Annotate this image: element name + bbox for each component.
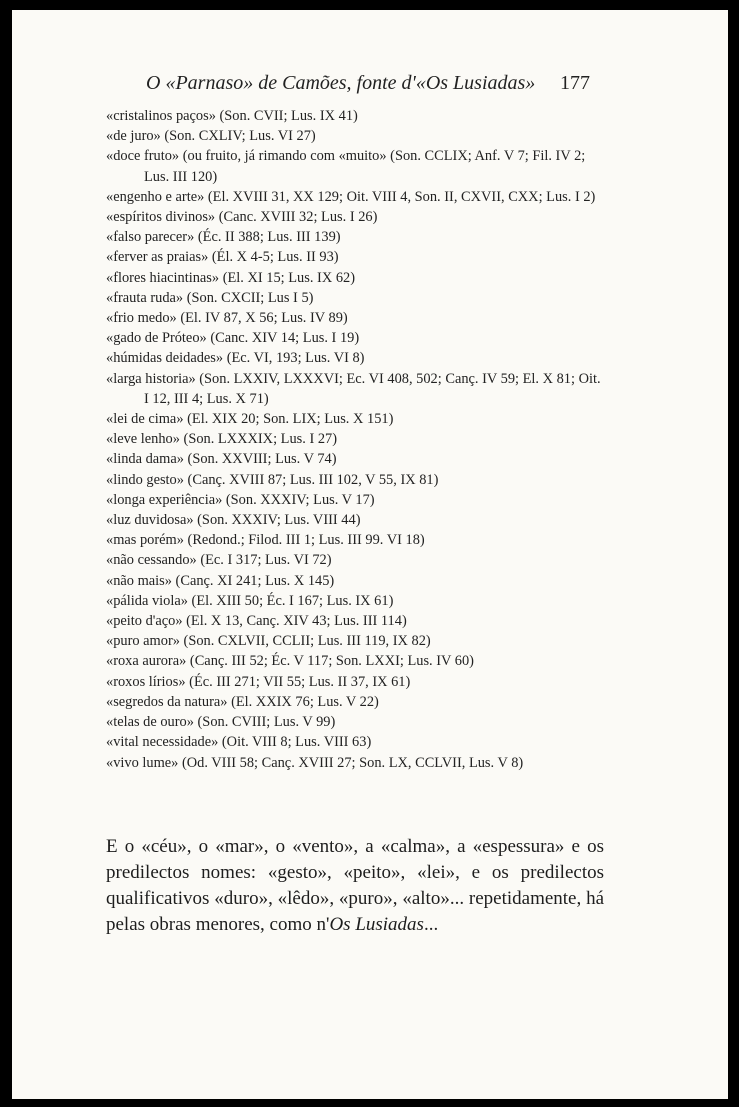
citation-term: «luz duvidosa» <box>106 512 194 529</box>
citation-term: «vivo lume» <box>106 754 179 771</box>
citation-entry <box>106 126 606 146</box>
citation-entry <box>106 672 606 692</box>
citation-refs: (Canc. XIV 14; Lus. I 19) <box>206 330 360 347</box>
running-header <box>146 72 606 95</box>
citation-term: «frio medo» <box>106 310 177 327</box>
citation-term: «roxa aurora» <box>106 653 187 670</box>
citation-term: «larga historia» <box>106 370 196 387</box>
citation-entry <box>106 449 606 469</box>
citation-entry <box>106 611 606 631</box>
citation-entry <box>106 429 606 449</box>
citation-term: «gado de Próteo» <box>106 330 207 347</box>
citation-entry <box>106 409 606 429</box>
citation-refs: (Son. CVII; Lus. IX 41) <box>215 108 358 124</box>
citation-refs: (Son. CXLIV; Lus. VI 27) <box>160 128 316 145</box>
citation-entry <box>106 106 606 126</box>
citation-refs: (Canç. XVIII 87; Lus. III 102, V 55, IX 81) <box>183 471 439 488</box>
citation-term: «não mais» <box>106 572 172 589</box>
citation-term: «vital necessidade» <box>106 734 219 751</box>
citation-entry <box>106 308 606 328</box>
citation-term: «engenho e arte» <box>106 188 205 205</box>
citation-entry <box>106 692 606 712</box>
citation-list <box>106 106 606 773</box>
citation-refs: (Redond.; Filod. III 1; Lus. III 99. VI 18) <box>183 532 425 549</box>
citation-refs: (Son. XXVIII; Lus. V 74) <box>183 451 337 468</box>
citation-entry <box>106 369 606 409</box>
page-number: 177 <box>560 72 590 94</box>
citation-term: «puro amor» <box>106 633 180 650</box>
citation-refs: (El. XIX 20; Son. LIX; Lus. X 151) <box>183 411 394 428</box>
citation-refs: (Son. CVIII; Lus. V 99) <box>193 714 336 731</box>
citation-refs: (Oit. VIII 8; Lus. VIII 63) <box>218 734 372 751</box>
body-paragraph <box>106 834 604 938</box>
citation-entry <box>106 348 606 368</box>
citation-entry <box>106 631 606 651</box>
citation-term: «doce fruto» <box>106 148 180 165</box>
citation-refs: (Canç. III 52; Éc. V 117; Son. LXXI; Lus. IV 60) <box>186 653 474 670</box>
paragraph-italic: Os Lusiadas <box>329 914 424 935</box>
citation-term: «espíritos divinos» <box>106 209 216 226</box>
citation-refs: (El. IV 87, X 56; Lus. IV 89) <box>176 310 348 327</box>
citation-entry <box>106 591 606 611</box>
citation-term: «telas de ouro» <box>106 714 194 731</box>
citation-term: «ferver as praias» <box>106 249 209 266</box>
citation-refs: (Ec. VI, 193; Lus. VI 8) <box>223 350 365 367</box>
citation-refs: (Él. X 4-5; Lus. II 93) <box>208 249 339 266</box>
citation-refs: (Ec. I 317; Lus. VI 72) <box>196 552 332 569</box>
citation-refs: (El. X 13, Canç. XIV 43; Lus. III 114) <box>182 613 407 630</box>
citation-term: «linda dama» <box>106 451 184 468</box>
citation-refs: (Son. CXCII; Lus I 5) <box>183 289 314 306</box>
citation-term: «lindo gesto» <box>106 471 184 488</box>
citation-refs: (Canc. XVIII 32; Lus. I 26) <box>215 209 378 226</box>
citation-term: «longa experiência» <box>106 491 223 508</box>
citation-entry <box>106 753 606 773</box>
paragraph-tail: ... <box>423 914 439 935</box>
citation-refs: (El. XXIX 76; Lus. V 22) <box>227 693 379 710</box>
citation-term: «húmidas deidades» <box>106 350 224 367</box>
citation-refs: (Od. VIII 58; Canç. XVIII 27; Son. LX, CCLVII, Lus. V 8) <box>178 754 524 771</box>
citation-term: «cristalinos paços» <box>106 108 216 124</box>
citation-term: «de juro» <box>106 128 161 145</box>
citation-entry <box>106 146 606 186</box>
citation-term: «roxos lírios» <box>106 673 186 690</box>
citation-term: «falso parecer» <box>106 229 195 246</box>
citation-refs: (ou fruito, já rimando com «muito» (Son. CCLIX; Anf. V 7; Fil. IV 2; Lus. III 120) <box>144 148 586 185</box>
citation-entry <box>106 268 606 288</box>
citation-refs: (Son. CXLVII, CCLII; Lus. III 119, IX 82) <box>179 633 431 650</box>
citation-term: «flores hiacintinas» <box>106 269 220 286</box>
citation-term: «peito d'aço» <box>106 613 183 630</box>
citation-entry <box>106 712 606 732</box>
citation-refs: (Son. XXXIV; Lus. VIII 44) <box>193 512 361 529</box>
citation-refs: (Éc. III 271; VII 55; Lus. II 37, IX 61) <box>185 673 411 690</box>
citation-entry <box>106 571 606 591</box>
citation-term: «pálida viola» <box>106 592 188 609</box>
citation-entry <box>106 288 606 308</box>
citation-entry <box>106 550 606 570</box>
citation-entry <box>106 530 606 550</box>
citation-term: «frauta ruda» <box>106 289 184 306</box>
citation-refs: (Son. LXXXIX; Lus. I 27) <box>179 431 338 448</box>
citation-entry <box>106 470 606 490</box>
citation-term: «leve lenho» <box>106 431 180 448</box>
citation-entry <box>106 227 606 247</box>
citation-entry <box>106 207 606 227</box>
citation-refs: (El. XIII 50; Éc. I 167; Lus. IX 61) <box>187 592 394 609</box>
citation-term: «não cessando» <box>106 552 197 569</box>
citation-term: «lei de cima» <box>106 411 184 428</box>
citation-entry <box>106 732 606 752</box>
citation-refs: (Son. LXXIV, LXXXVI; Ec. VI 408, 502; Canç. IV 59; El. X 81; Oit. I 12, III 4; Lus. X 71) <box>144 370 601 407</box>
citation-entry <box>106 187 606 207</box>
citation-entry <box>106 510 606 530</box>
citation-term: «mas porém» <box>106 532 184 549</box>
citation-refs: (Canç. XI 241; Lus. X 145) <box>171 572 335 589</box>
citation-entry <box>106 247 606 267</box>
citation-term: «segredos da natura» <box>106 693 228 710</box>
paragraph-text: E o «céu», o «mar», o «vento», a «calma», a «espessura» e os predilectos nomes: «gesto», «peito», «lei», e os predilectos qualificativos «duro», «lêdo», «puro», «alto»... repetidamente, há pelas obras menores, como n' <box>106 836 604 935</box>
header-title: O «Parnaso» de Camões, fonte d'«Os Lusiadas» <box>146 72 536 94</box>
citation-refs: (Son. XXXIV; Lus. V 17) <box>222 491 375 508</box>
citation-entry <box>106 651 606 671</box>
citation-refs: (Éc. II 388; Lus. III 139) <box>194 229 341 246</box>
citation-entry <box>106 328 606 348</box>
citation-refs: (El. XI 15; Lus. IX 62) <box>219 269 355 286</box>
citation-entry <box>106 490 606 510</box>
book-page <box>12 10 728 1099</box>
citation-refs: (El. XVIII 31, XX 129; Oit. VIII 4, Son. II, CXVII, CXX; Lus. I 2) <box>204 188 596 205</box>
